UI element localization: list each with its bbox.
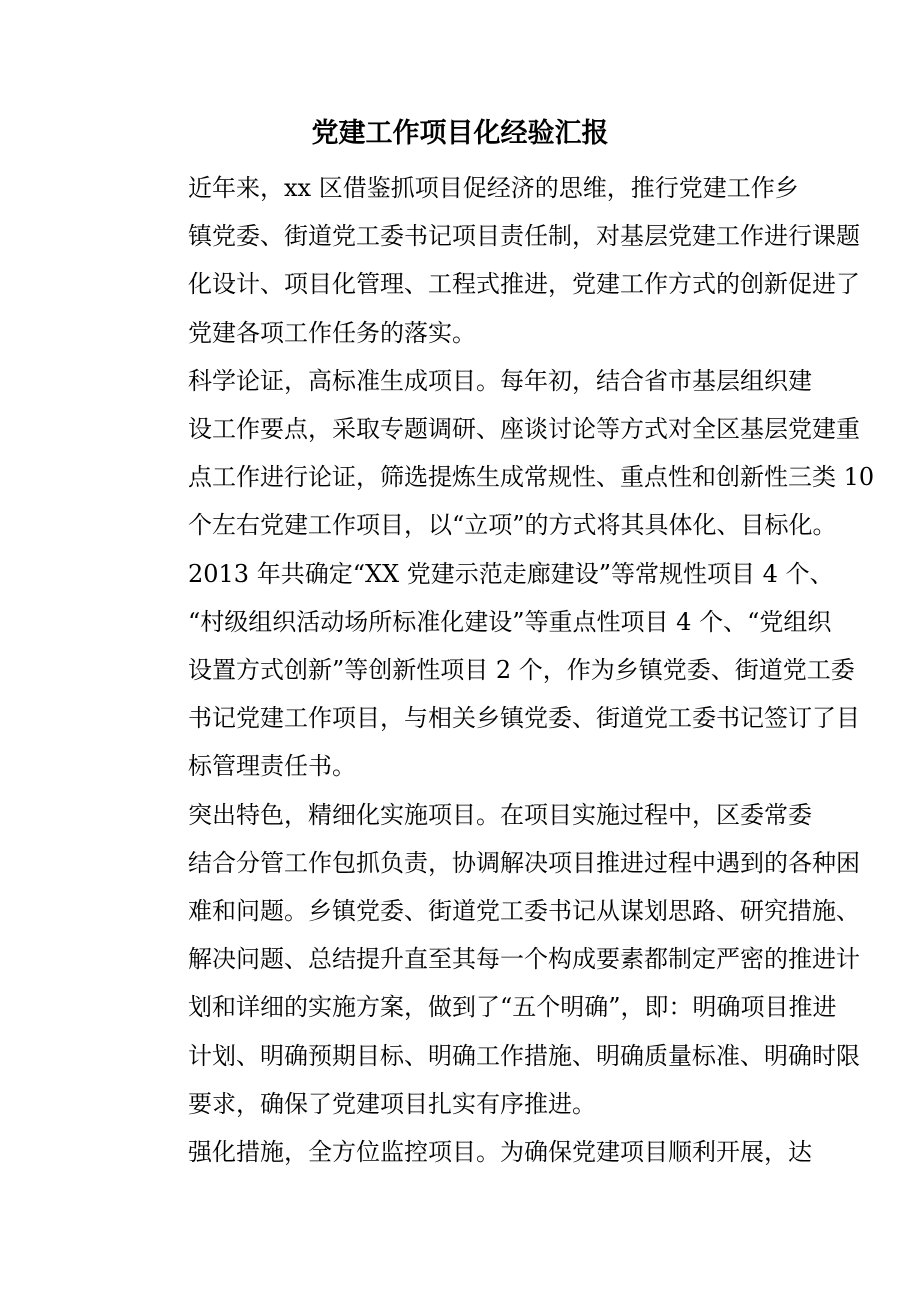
paragraph-line: 解决问题、总结提升直至其每一个构成要素都制定严密的推进计 [188, 945, 860, 974]
paragraph-line: 标管理责任书。 [188, 752, 356, 781]
paragraph-line: 设置方式创新”等创新性项目 2 个，作为乡镇党委、街道党工委 [188, 656, 855, 685]
paragraph-line: 个左右党建工作项目，以“立项”的方式将其具体化、目标化。 [188, 511, 837, 540]
paragraph-line: 要求，确保了党建项目扎实有序推进。 [188, 1089, 596, 1118]
paragraph-line: 强化措施，全方位监控项目。为确保党建项目顺利开展，达 [188, 1138, 812, 1167]
paragraph-line: 2013 年共确定“XX 党建示范走廊建设”等常规性项目 4 个、 [188, 559, 834, 588]
paragraph-line: “村级组织活动场所标准化建设”等重点性项目 4 个、“党组织 [188, 607, 832, 636]
document-title: 党建工作项目化经验汇报 [311, 118, 609, 149]
paragraph-line: 难和问题。乡镇党委、街道党工委书记从谋划思路、研究措施、 [188, 897, 860, 926]
paragraph-1 [140, 164, 860, 357]
paragraph-line: 近年来，xx 区借鉴抓项目促经济的思维，推行党建工作乡 [188, 174, 799, 202]
paragraph-2 [140, 357, 875, 791]
paragraph-line: 镇党委、街道党工委书记项目责任制，对基层党建工作进行课题 [188, 222, 860, 251]
paragraph-line: 结合分管工作包抓负责，协调解决项目推进过程中遇到的各种困 [188, 848, 860, 877]
paragraph-line: 划和详细的实施方案，做到了“五个明确”，即：明确项目推进 [188, 993, 837, 1022]
paragraph-line: 突出特色，精细化实施项目。在项目实施过程中，区委常委 [188, 800, 812, 829]
paragraph-line: 设工作要点，采取专题调研、座谈讨论等方式对全区基层党建重 [188, 415, 860, 444]
paragraph-line: 计划、明确预期目标、明确工作措施、明确质量标准、明确时限 [188, 1041, 860, 1070]
paragraph-line: 科学论证，高标准生成项目。每年初，结合省市基层组织建 [188, 366, 812, 395]
paragraph-line: 书记党建工作项目，与相关乡镇党委、街道党工委书记签订了目 [188, 704, 860, 733]
paragraph-line: 点工作进行论证，筛选提炼生成常规性、重点性和创新性三类 10 [188, 463, 875, 492]
document-body [140, 164, 875, 1176]
paragraph-line: 党建各项工作任务的落实。 [188, 318, 476, 347]
paragraph-3 [140, 791, 860, 1128]
paragraph-line: 化设计、项目化管理、工程式推进，党建工作方式的创新促进了 [188, 270, 860, 299]
paragraph-4 [140, 1128, 812, 1176]
